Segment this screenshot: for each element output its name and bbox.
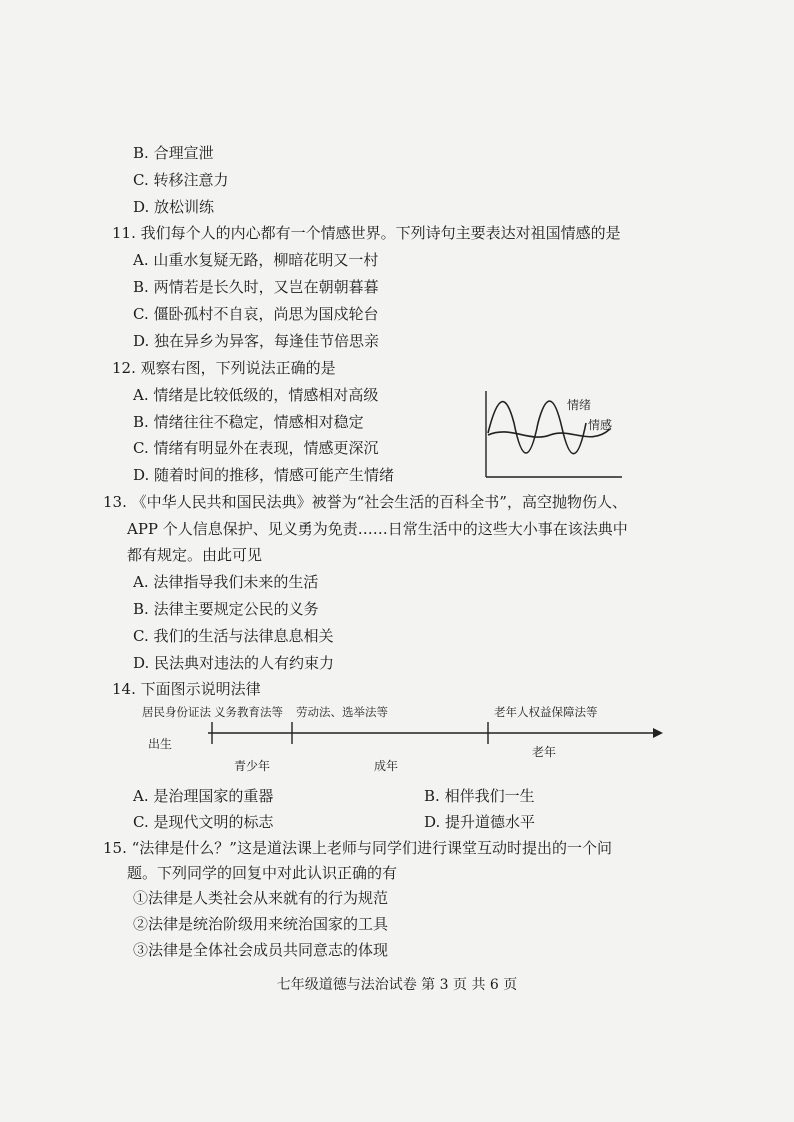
question-13-stem-line-2: APP 个人信息保护、见义勇为免责……日常生活中的这些大小事在该法典中	[127, 520, 628, 538]
q13-option-b: B. 法律主要规定公民的义务	[133, 600, 319, 618]
option-d: D. 放松训练	[133, 198, 215, 216]
q11-option-a: A. 山重水复疑无路，柳暗花明又一村	[133, 251, 379, 269]
q14-option-d: D. 提升道德水平	[424, 813, 536, 831]
q12-option-c: C. 情绪有明显外在表现，情感更深沉	[133, 439, 379, 457]
q11-option-c: C. 僵卧孤村不自哀，尚思为国戍轮台	[133, 305, 379, 323]
emotion-feeling-figure	[480, 383, 630, 483]
label-emotion: 情绪	[567, 398, 592, 412]
q13-option-c: C. 我们的生活与法律息息相关	[133, 627, 334, 645]
option-c: C. 转移注意力	[133, 171, 229, 189]
q14-option-a: A. 是治理国家的重器	[133, 787, 274, 805]
timeline-stage-birth: 出生	[148, 737, 173, 751]
timeline-label-education-law: 义务教育法等	[214, 705, 283, 719]
question-14-stem: 14. 下面图示说明法律	[112, 680, 261, 698]
timeline-arrow	[653, 728, 663, 738]
q13-option-a: A. 法律指导我们未来的生活	[133, 573, 319, 591]
timeline-stage-adult: 成年	[374, 759, 399, 773]
q15-statement-1: ①法律是人类社会从来就有的行为规范	[133, 889, 389, 907]
q12-option-d: D. 随着时间的推移，情感可能产生情绪	[133, 466, 395, 484]
question-12-stem: 12. 观察右图，下列说法正确的是	[112, 359, 336, 377]
question-11-stem: 11. 我们每个人的内心都有一个情感世界。下列诗句主要表达对祖国情感的是	[112, 224, 621, 242]
timeline-label-elderly-law: 老年人权益保障法等	[494, 705, 598, 719]
page-footer: 七年级道德与法治试卷 第 3 页 共 6 页	[276, 977, 518, 993]
q11-option-b: B. 两情若是长久时，又岂在朝朝暮暮	[133, 278, 379, 296]
q15-statement-3: ③法律是全体社会成员共同意志的体现	[133, 941, 389, 959]
option-b: B. 合理宣泄	[133, 144, 214, 162]
timeline-stage-old-age: 老年	[532, 745, 557, 759]
question-15-stem-line-2: 题。下列同学的回复中对此认识正确的有	[127, 864, 398, 882]
q14-option-b: B. 相伴我们一生	[424, 787, 535, 805]
label-feeling: 情感	[588, 418, 613, 432]
q13-option-d: D. 民法典对违法的人有约束力	[133, 654, 335, 672]
timeline-stage-youth: 青少年	[234, 759, 271, 773]
timeline-label-id-card-law: 居民身份证法	[142, 705, 211, 719]
timeline-label-labor-law: 劳动法、选举法等	[296, 705, 388, 719]
q15-statement-2: ②法律是统治阶级用来统治国家的工具	[133, 915, 389, 933]
q14-option-c: C. 是现代文明的标志	[133, 813, 274, 831]
q12-option-a: A. 情绪是比较低级的，情感相对高级	[133, 386, 379, 404]
q12-option-b: B. 情绪往往不稳定，情感相对稳定	[133, 413, 364, 431]
law-timeline	[138, 700, 663, 780]
q11-option-d: D. 独在异乡为异客，每逢佳节倍思亲	[133, 332, 380, 350]
question-13-stem-line-3: 都有规定。由此可见	[127, 546, 263, 564]
question-13-stem-line-1: 13. 《中华人民共和国民法典》被誉为“社会生活的百科全书”，高空抛物伤人、	[103, 493, 627, 511]
question-15-stem-line-1: 15. “法律是什么？”这是道法课上老师与同学们进行课堂互动时提出的一个问	[103, 839, 612, 857]
